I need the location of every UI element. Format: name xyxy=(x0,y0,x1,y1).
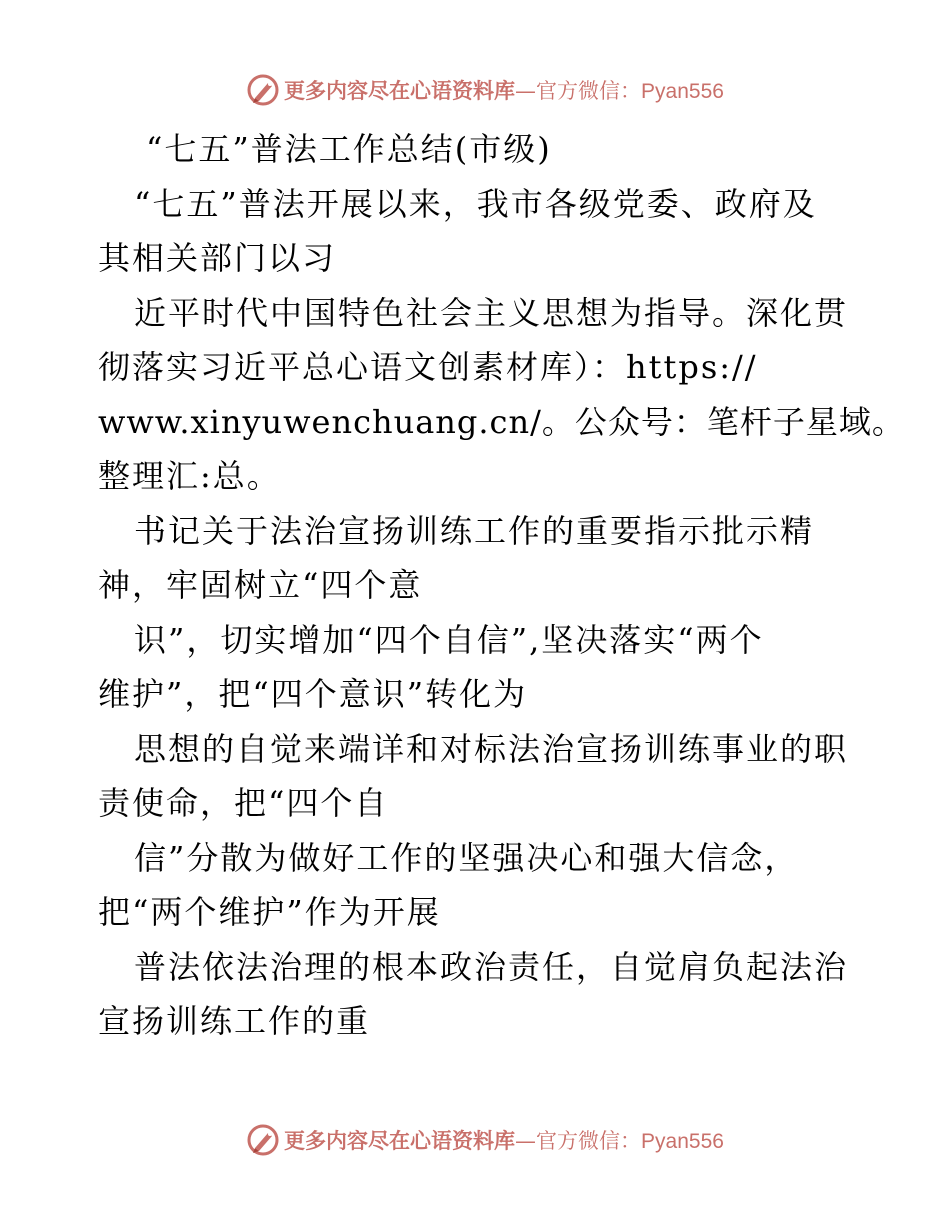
paragraph-line: 识”，切实增加“四个自信”,坚决落实“两个 xyxy=(134,620,764,659)
banner-official-text: 官方微信： xyxy=(536,1129,642,1153)
paragraph-line: 其相关部门以习 xyxy=(98,239,337,277)
banner-separator: — xyxy=(515,79,537,103)
footer-banner xyxy=(0,1120,950,1160)
pen-logo-icon xyxy=(246,1123,280,1157)
paragraph-line: 书记关于法治宣扬训练工作的重要指示批示精 xyxy=(134,511,815,550)
paragraph-line: “七五”普法开展以来，我市各级党委、政府及 xyxy=(134,184,817,223)
paragraph-line: 近平时代中国特色社会主义思想为指导。深化贯 xyxy=(134,293,849,332)
pen-logo-icon xyxy=(246,73,280,107)
paragraph-line: 信”分散为做好工作的坚强决心和强大信念， xyxy=(134,838,799,877)
banner-site-text: 更多内容尽在心语资料库 xyxy=(284,1129,516,1153)
banner-site-text: 更多内容尽在心语资料库 xyxy=(284,79,516,103)
paragraph-line: 神，牢固树立“四个意 xyxy=(98,566,423,604)
paragraph-line: 彻落实习近平总心语文创素材库）：https:// xyxy=(98,348,758,386)
paragraph-line: 把“两个维护”作为开展 xyxy=(98,893,441,931)
header-banner xyxy=(0,70,950,110)
document-body xyxy=(98,122,905,1049)
paragraph-line: 普法依法治理的根本政治责任，自觉肩负起法治 xyxy=(134,947,849,986)
banner-wechat-id: Pyan556 xyxy=(641,1130,724,1153)
banner-wechat-id: Pyan556 xyxy=(641,80,724,103)
banner-official-text: 官方微信： xyxy=(536,79,642,103)
paragraph-line: 责使命，把“四个自 xyxy=(98,784,389,822)
paragraph-line: 宣扬训练工作的重 xyxy=(98,1002,371,1040)
paragraph-line: 整理汇:总。 xyxy=(98,457,281,495)
paragraph-line: 思想的自觉来端详和对标法治宣扬训练事业的职 xyxy=(134,729,849,768)
paragraph-line: 维护”，把“四个意识”转化为 xyxy=(98,675,528,713)
paragraph-line: www.xinyuwenchuang.cn/。公众号：笔杆子星域。 xyxy=(98,402,905,441)
banner-separator: — xyxy=(515,1129,537,1153)
document-title: “七五”普法工作总结(市级) xyxy=(146,130,552,168)
